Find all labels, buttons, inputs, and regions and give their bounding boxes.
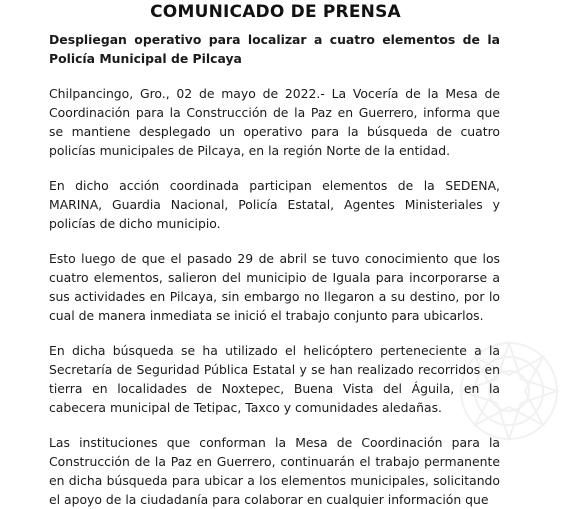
headline: Despliegan operativo para localizar a cuatro elementos de la Policía Municipal de Pilcaya <box>49 32 500 66</box>
paragraph-5: Las instituciones que conforman la Mesa de Coordinación para la Construcción de la Paz en Guerrero, continuarán el trabajo permanente en dicha búsqueda para ubicar a los elementos municipales, solicitando el apoyo de la ciudadanía para colaborar en cualquier información que <box>49 435 500 507</box>
paragraph-2: En dicho acción coordinada participan elementos de la SEDENA, MARINA, Guardia Nacional, Policía Estatal, Agentes Ministeriales y policías de dicho municipio. <box>49 178 500 231</box>
paragraph-4: En dicha búsqueda se ha utilizado el helicóptero perteneciente a la Secretaría de Seguridad Pública Estatal y se han realizado recorridos en tierra en localidades de Noxtepec, Buena Vista del Águila, en la cabecera municipal de Tetipac, Taxco y comunidades aledañas. <box>49 343 500 415</box>
press-release-body <box>49 30 500 509</box>
page-title: COMUNICADO DE PRENSA <box>150 2 401 22</box>
paragraph-1: Chilpancingo, Gro., 02 de mayo de 2022.- La Vocería de la Mesa de Coordinación para la Construcción de la Paz en Guerrero, informa que se mantiene desplegado un operativo para la búsqueda de cuatro policías municipales de Pilcaya, en la región Norte de la entidad. <box>49 86 500 158</box>
paragraph-3: Esto luego de que el pasado 29 de abril se tuvo conocimiento que los cuatro elementos, salieron del municipio de Iguala para incorporarse a sus actividades en Pilcaya, sin embargo no llegaron a su destino, por lo cual de manera inmediata se inició el trabajo conjunto para ubicarlos. <box>49 251 500 323</box>
